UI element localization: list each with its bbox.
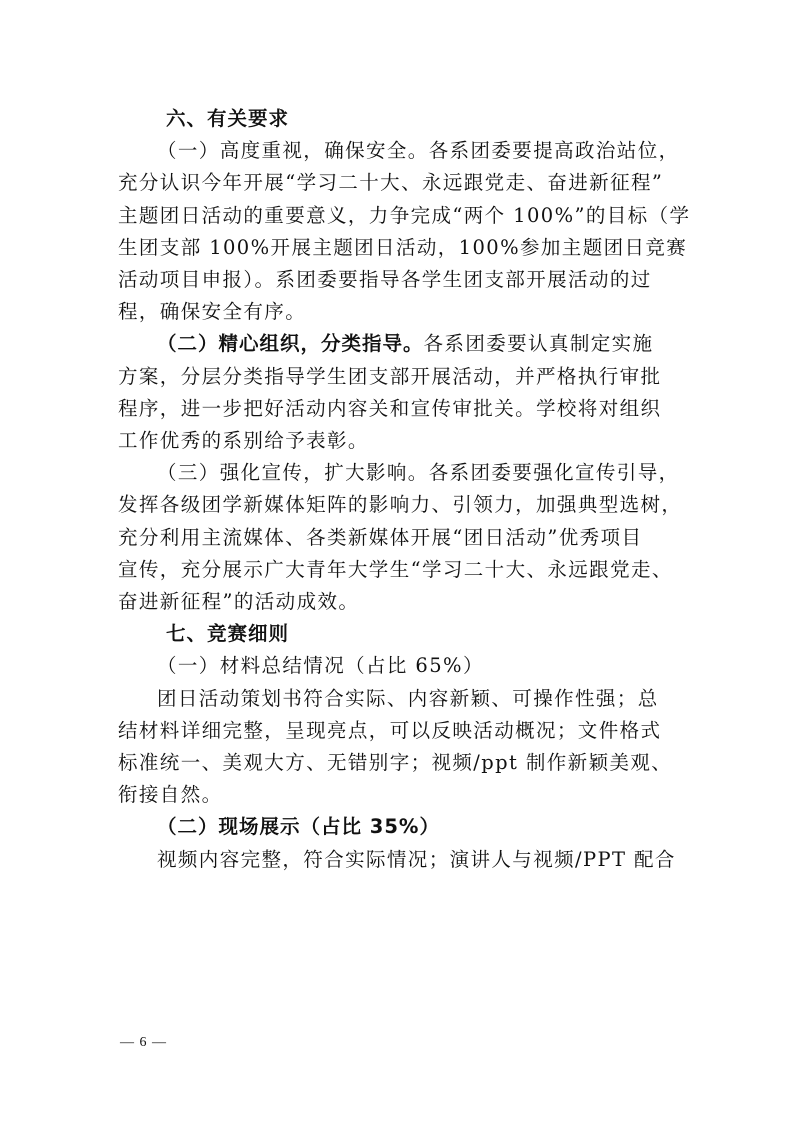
paragraph-3-line-4: 宣传，充分展示广大青年大学生“学习二十大、永远跟党走、 (118, 557, 673, 581)
paragraph-1-line-1 (118, 135, 678, 167)
paragraph-4-line-1: 团日活动策划书符合实际、内容新颖、可操作性强；总 (157, 686, 659, 710)
paragraph-4-line-4: 衔接自然。 (118, 783, 223, 807)
paragraph-4-line-2: 结材料详细完整，呈现亮点，可以反映活动概况；文件格式 (118, 718, 662, 742)
page-number: — 6 — (120, 1035, 167, 1050)
paragraph-2-line-2: 方案，分层分类指导学生团支部开展活动，并严格执行审批 (118, 364, 662, 388)
paragraph-1-text-1: 各系团委要提高政治站位， (428, 139, 680, 163)
paragraph-2-line-4: 工作优秀的系别给予表彰。 (118, 429, 369, 453)
paragraph-1-line-5: 活动项目申报）。系团委要指导各学生团支部开展活动的过 (118, 268, 652, 292)
document-page (118, 103, 691, 876)
paragraph-1-title: （一）高度重视，确保安全。 (157, 139, 429, 163)
paragraph-3-line-3: 充分利用主流媒体、各类新媒体开展“团日活动”优秀项目 (118, 525, 643, 549)
paragraph-2-title: （二）精心组织，分类指导。 (157, 332, 424, 356)
paragraph-2-line-3: 程序，进一步把好活动内容关和宣传审批关。学校将对组织 (118, 396, 662, 420)
paragraph-1-line-4: 生团支部 100%开展主题团日活动，100%参加主题团日竞赛 (118, 235, 688, 259)
paragraph-3-title: （三）强化宣传，扩大影响。 (157, 461, 429, 485)
paragraph-3-line-1 (118, 457, 678, 489)
paragraph-2-text-1: 各系团委要认真制定实施 (423, 332, 654, 356)
paragraph-3-line-2: 发挥各级团学新媒体矩阵的影响力、引领力，加强典型选树， (118, 493, 683, 517)
subheading-on-site-presentation: （二）现场展示（占比 35%） (157, 815, 440, 839)
subheading-material-summary: （一）材料总结情况（占比 65%） (157, 654, 484, 678)
paragraph-4-line-3: 标准统一、美观大方、无错别字；视频/ppt 制作新颖美观、 (118, 751, 673, 775)
section-heading-7: 七、竞赛细则 (166, 622, 290, 646)
paragraph-3-text-1: 各系团委要强化宣传引导， (428, 461, 680, 485)
paragraph-5-line-1: 视频内容完整，符合实际情况；演讲人与视频/PPT 配合 (157, 847, 676, 871)
paragraph-1-line-3: 主题团日活动的重要意义，力争完成“两个 100%”的目标（学 (118, 203, 691, 227)
section-heading-6: 六、有关要求 (166, 107, 290, 130)
paragraph-2-line-1 (118, 328, 678, 360)
paragraph-3-line-5: 奋进新征程”的活动成效。 (118, 590, 360, 614)
paragraph-1-line-6: 程，确保安全有序。 (118, 300, 307, 324)
paragraph-1-line-2: 充分认识今年开展“学习二十大、永远跟党走、奋进新征程” (118, 171, 664, 195)
